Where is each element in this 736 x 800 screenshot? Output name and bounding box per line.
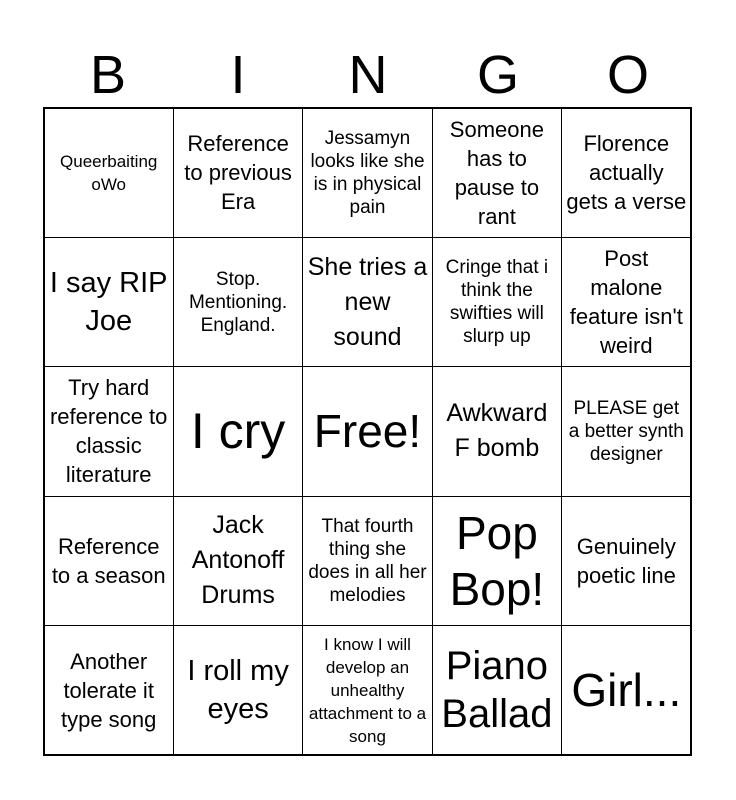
bingo-cell[interactable]	[432, 108, 562, 238]
bingo-cell[interactable]	[44, 625, 174, 755]
cell-text: I say RIP Joe	[49, 267, 168, 338]
cell-text: That fourth thing she does in all her melodies	[308, 515, 427, 606]
cell-text: Queerbaiting oWo	[60, 151, 158, 194]
bingo-header	[43, 44, 693, 106]
cell-text: Awkward F bomb	[446, 399, 548, 463]
cell-text: PLEASE get a better synth designer	[568, 397, 684, 465]
bingo-cell[interactable]	[44, 366, 174, 496]
cell-text: Post malone feature isn't weird	[569, 246, 683, 359]
bingo-cell[interactable]	[432, 366, 562, 496]
bingo-cell[interactable]	[173, 366, 303, 496]
cell-text: Piano Ballad	[441, 644, 553, 737]
header-letter-o: O	[606, 45, 649, 105]
cell-text: Cringe that i think the swifties will slurp up	[445, 257, 549, 348]
bingo-cell[interactable]	[44, 108, 174, 238]
bingo-cell[interactable]	[432, 237, 562, 367]
cell-text: Someone has to pause to rant	[449, 116, 544, 229]
header-letter-i: I	[230, 45, 246, 105]
cell-text: Jessamyn looks like she is in physical pain	[310, 127, 425, 218]
bingo-cell[interactable]	[302, 237, 432, 367]
bingo-cell[interactable]	[302, 625, 432, 755]
bingo-cell[interactable]	[561, 366, 691, 496]
cell-text: Free!	[313, 405, 422, 458]
cell-text: Pop Bop!	[449, 506, 545, 615]
bingo-board	[43, 107, 692, 756]
bingo-cell[interactable]	[561, 108, 691, 238]
bingo-cell[interactable]	[173, 625, 303, 755]
cell-text: I roll my eyes	[187, 655, 289, 726]
bingo-cell[interactable]	[561, 625, 691, 755]
bingo-cell[interactable]	[432, 625, 562, 755]
header-letter-b: B	[89, 45, 127, 105]
cell-text: Reference to previous Era	[184, 131, 292, 215]
bingo-cell[interactable]	[44, 237, 174, 367]
bingo-cell[interactable]	[44, 496, 174, 626]
cell-text: Genuinely poetic line	[576, 533, 676, 588]
bingo-cell[interactable]	[302, 496, 432, 626]
header-letter-n: N	[348, 45, 388, 105]
bingo-cell[interactable]	[173, 108, 303, 238]
bingo-cell[interactable]	[173, 237, 303, 367]
cell-text: Girl...	[571, 664, 682, 717]
bingo-cell[interactable]	[432, 496, 562, 626]
cell-text: Try hard reference to classic literature	[49, 375, 168, 488]
cell-text: I cry	[190, 403, 286, 460]
cell-text: Stop. Mentioning. England.	[188, 268, 288, 336]
bingo-cell[interactable]	[302, 108, 432, 238]
cell-text: Florence actually gets a verse	[566, 131, 687, 215]
bingo-cell[interactable]	[561, 237, 691, 367]
cell-text: Another tolerate it type song	[60, 648, 157, 732]
cell-text: Jack Antonoff Drums	[191, 511, 285, 610]
header-letter-g: G	[476, 45, 519, 105]
bingo-cell[interactable]	[561, 496, 691, 626]
free-space-cell[interactable]	[302, 366, 432, 496]
cell-text: She tries a new sound	[307, 252, 428, 351]
cell-text: I know I will develop an unhealthy attachment to a song	[308, 634, 427, 746]
cell-text: Reference to a season	[51, 533, 166, 588]
bingo-cell[interactable]	[173, 496, 303, 626]
